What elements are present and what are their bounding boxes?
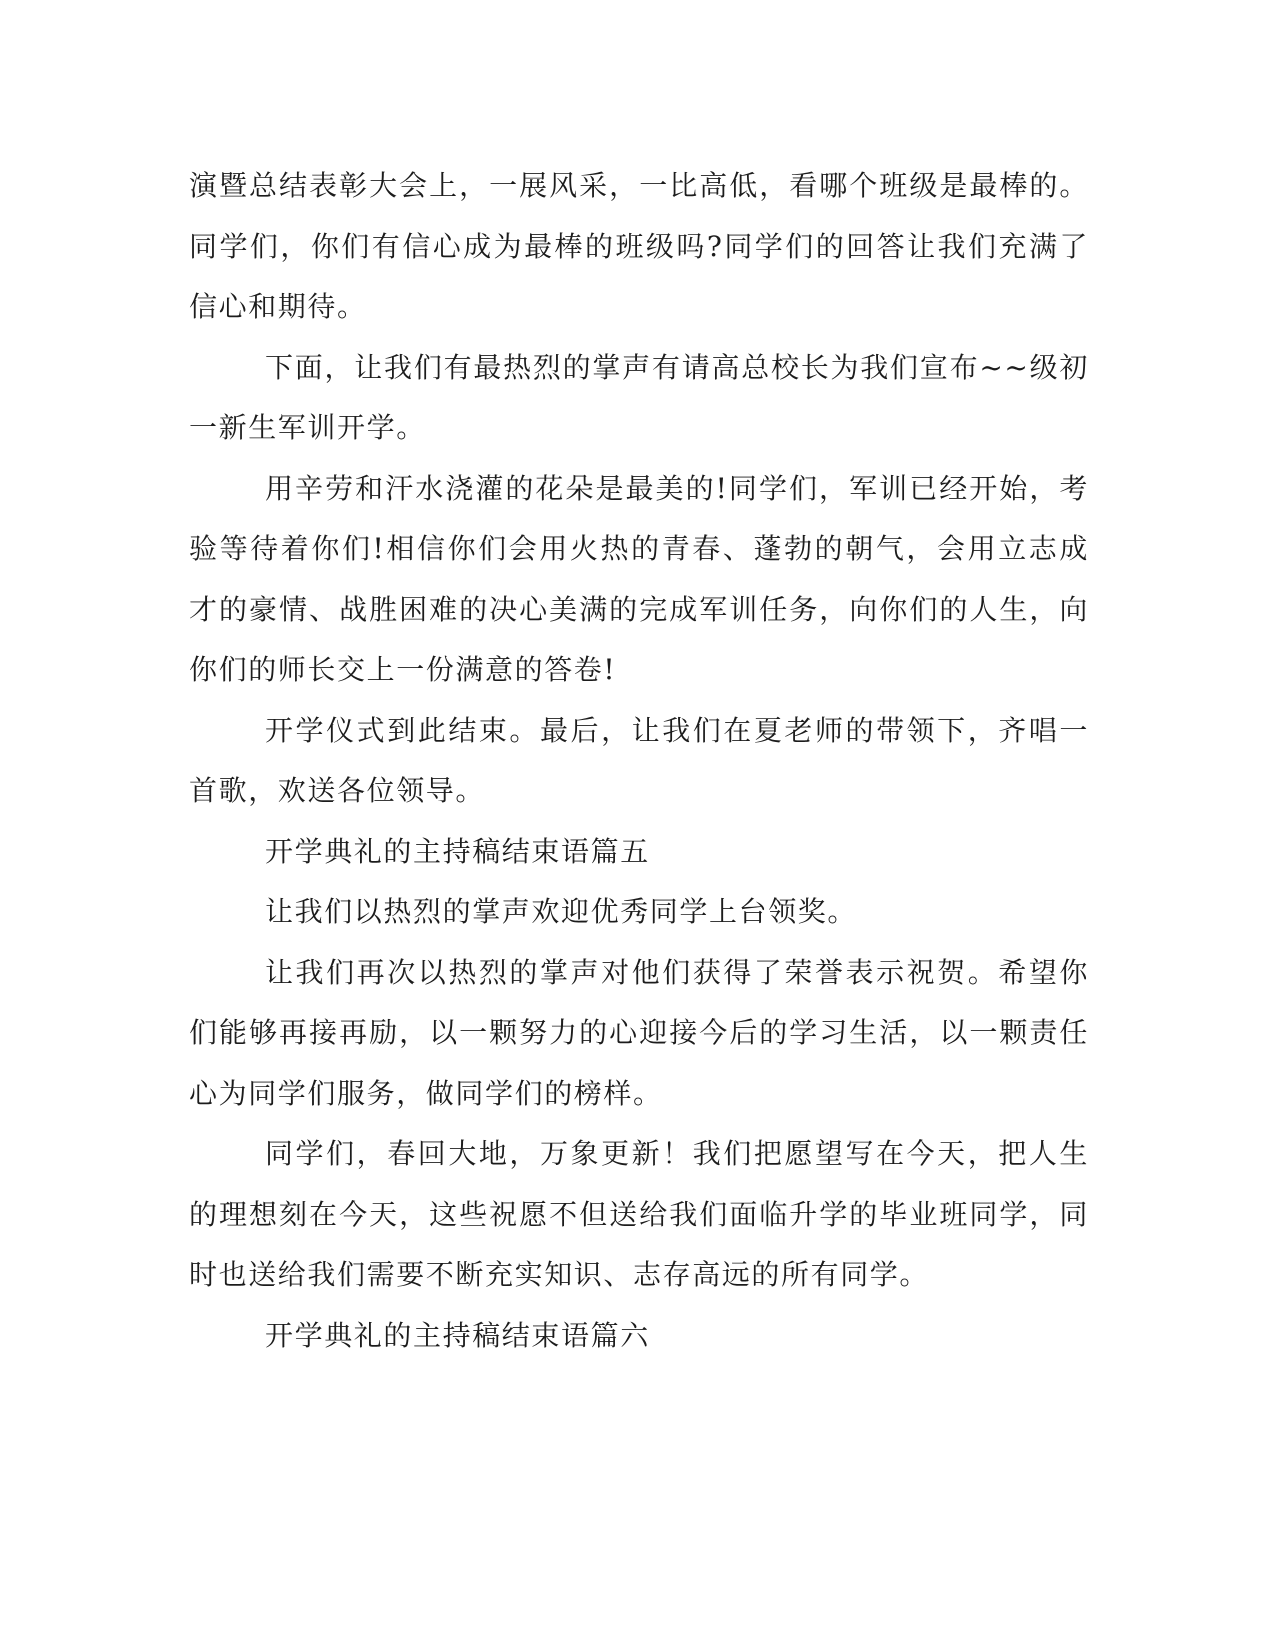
paragraph-continuation: 演暨总结表彰大会上，一展风采，一比高低，看哪个班级是最棒的。同学们，你们有信心成为最棒的班级吗?同学们的回答让我们充满了信心和期待。 — [189, 169, 1089, 323]
paragraph-congratulations: 让我们再次以热烈的掌声对他们获得了荣誉表示祝贺。希望你们能够再接再励，以一颗努力的心迎接今后的学习生活，以一颗责任心为同学们服务，做同学们的榜样。 — [189, 955, 1089, 1110]
section-heading-six: 开学典礼的主持稿结束语篇六 — [265, 1318, 650, 1352]
paragraph-announcement: 下面，让我们有最热烈的掌声有请高总校长为我们宣布~~级初一新生军训开学。 — [189, 350, 1089, 444]
paragraph-military-training: 用辛劳和汗水浇灌的花朵是最美的!同学们，军训已经开始，考验等待着你们!相信你们会用火热的青春、蓬勃的朝气，会用立志成才的豪情、战胜困难的决心美满的完成军训任务，向你们的人生，向你们的师长交上一份满意的答卷! — [189, 471, 1089, 686]
paragraph-award-applause: 让我们以热烈的掌声欢迎优秀同学上台领奖。 — [265, 895, 858, 928]
paragraph-ceremony-end: 开学仪式到此结束。最后，让我们在夏老师的带领下，齐唱一首歌，欢送各位领导。 — [189, 713, 1089, 807]
body-text — [189, 156, 1089, 1366]
paragraph-spring-wishes: 同学们，春回大地，万象更新！我们把愿望写在今天，把人生的理想刻在今天，这些祝愿不但送给我们面临升学的毕业班同学，同时也送给我们需要不断充实知识、志存高远的所有同学。 — [189, 1137, 1089, 1291]
section-heading-five: 开学典礼的主持稿结束语篇五 — [265, 834, 650, 868]
